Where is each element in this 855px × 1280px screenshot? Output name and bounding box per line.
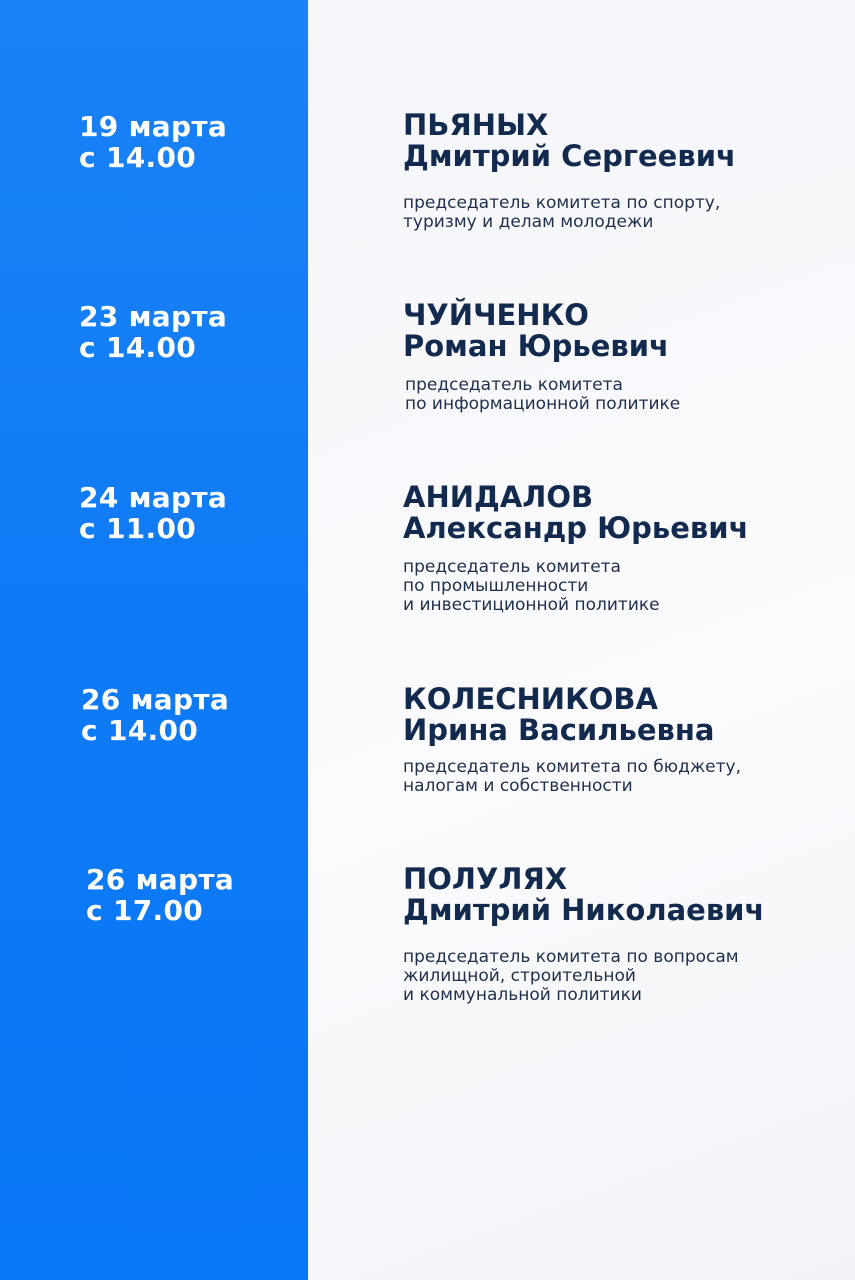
time-label: с 17.00 xyxy=(86,894,204,927)
time-label: с 14.00 xyxy=(81,714,199,747)
role-line: жилищной, строительной xyxy=(403,966,636,986)
role-line: налогам и собственности xyxy=(403,776,633,796)
person-given-name: Роман Юрьевич xyxy=(403,329,669,363)
role-line: и коммунальной политики xyxy=(403,985,642,1005)
person-name-1 xyxy=(403,110,843,172)
person-name-5 xyxy=(403,864,843,926)
person-role-5 xyxy=(403,948,739,1005)
person-surname: ПЬЯНЫХ xyxy=(403,108,549,142)
person-surname: АНИДАЛОВ xyxy=(403,480,594,514)
date-label: 23 марта xyxy=(79,300,228,333)
date-label: 26 марта xyxy=(81,683,230,716)
schedule-date-5 xyxy=(86,864,234,926)
role-line: и инвестиционной политике xyxy=(403,595,660,615)
person-surname: ЧУЙЧЕНКО xyxy=(403,298,589,332)
person-role-1 xyxy=(403,194,720,232)
date-label: 19 марта xyxy=(79,110,228,143)
role-line: по информационной политике xyxy=(405,394,681,414)
person-given-name: Дмитрий Николаевич xyxy=(403,893,765,927)
role-line: председатель комитета по спорту, xyxy=(403,193,721,213)
person-surname: ПОЛУЛЯХ xyxy=(403,862,568,896)
schedule-date-4 xyxy=(81,684,229,746)
time-label: с 14.00 xyxy=(79,331,197,364)
person-name-3 xyxy=(403,482,843,544)
role-line: по промышленности xyxy=(403,576,589,596)
role-line: председатель комитета по вопросам xyxy=(403,947,739,967)
schedule-date-2 xyxy=(79,301,227,363)
role-line: председатель комитета xyxy=(405,375,623,395)
person-role-3 xyxy=(403,558,660,615)
person-role-4 xyxy=(403,758,741,796)
person-given-name: Дмитрий Сергеевич xyxy=(403,139,736,173)
date-label: 26 марта xyxy=(86,863,235,896)
date-label: 24 марта xyxy=(79,481,228,514)
person-name-2 xyxy=(403,300,843,362)
schedule-date-3 xyxy=(79,482,227,544)
person-surname: КОЛЕСНИКОВА xyxy=(403,682,658,716)
person-name-4 xyxy=(403,684,843,746)
schedule-date-1 xyxy=(79,111,227,173)
person-given-name: Александр Юрьевич xyxy=(403,511,749,545)
role-line: председатель комитета xyxy=(403,557,621,577)
person-role-2 xyxy=(405,376,680,414)
time-label: с 11.00 xyxy=(79,512,197,545)
time-label: с 14.00 xyxy=(79,141,197,174)
role-line: председатель комитета по бюджету, xyxy=(403,757,741,777)
date-panel xyxy=(0,0,308,1280)
person-given-name: Ирина Васильевна xyxy=(403,713,715,747)
role-line: туризму и делам молодежи xyxy=(403,212,654,232)
